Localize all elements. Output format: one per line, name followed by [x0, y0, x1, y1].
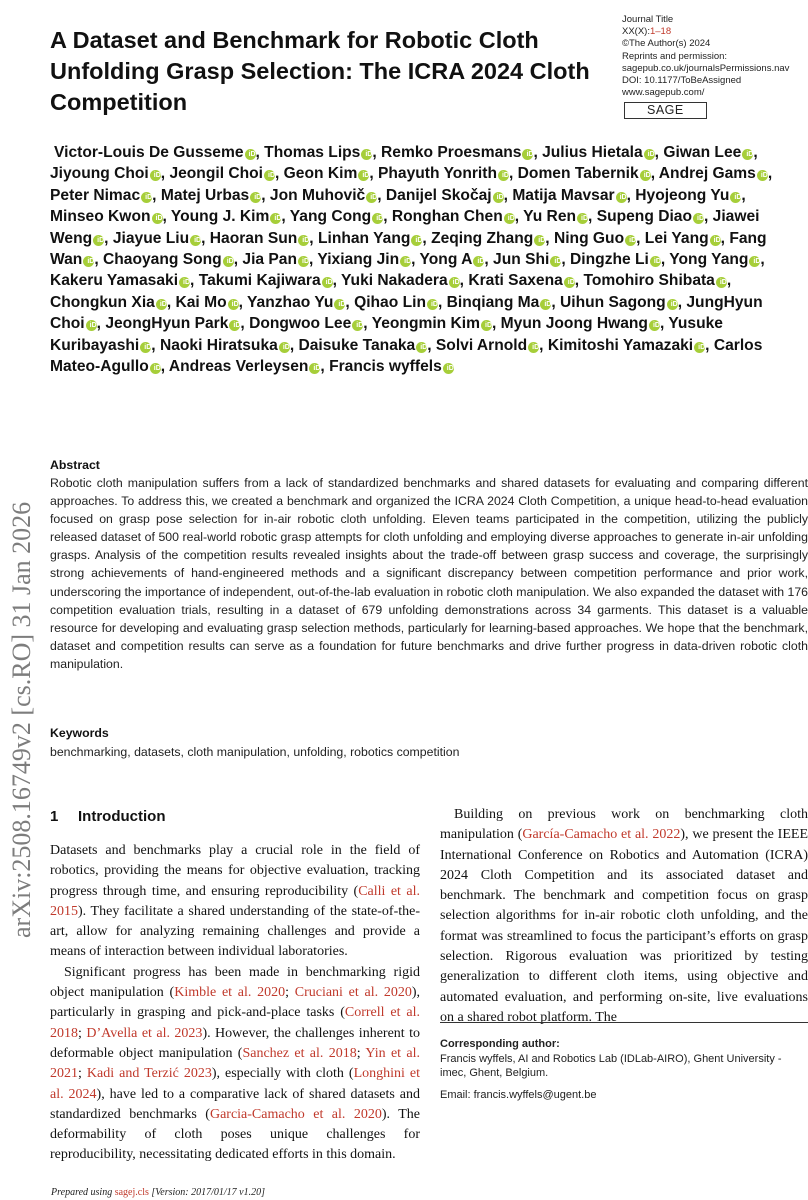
author-list: Victor-Louis De Gusseme iD, Thomas Lips iD, Remko Proesmans iD, Julius Hietala iD, Giwan Lee iD, Jiyoung Choi iD, Jeongil Choi iD, Geon Kim iD, Phayuth Yonrith iD, Domen Tabernik iD, Andrej Gams iD, Peter Nimac iD, Matej Urbas iD, Jon Muhovič iD, Danijel Skočaj iD, Matija Mavsar iD, Hyojeong Yu iD, Minseo Kwon iD, Young J. Kim iD, Yang Cong iD, Ronghan Chen iD, Yu Ren iD, Supeng Diao iD, Jiawei Weng iD, Jiayue Liu iD, Haoran Sun iD, Linhan Yang iD, Zeqing Zhang iD, Ning Guo iD, Lei Yang iD, Fang Wan iD, Chaoyang Song iD, Jia Pan iD, Yixiang Jin iD, Yong A iD, Jun Shi iD, Dingzhe Li iD, Yong Yang iD, Kakeru Yamasaki iD, Takumi Kajiwara iD, Yuki Nakadera iD, Krati Saxena iD, Tomohiro Shibata iD, Chongkun Xia iD, Kai Mo iD, Yanzhao Yu iD, Qihao Lin iD, Binqiang Ma iD, Uihun Sagong iD, JungHyun Choi iD, JeongHyun Park iD, Dongwoo Lee iD, Yeongmin Kim iD, Myun Joong Hwang iD, Yusuke Kuribayashi iD, Naoki Hiratsuka iD, Daisuke Tanaka iD, Solvi Arnold iD, Kimitoshi Yamazaki iD, Carlos Mateo-Agullo iD, Andreas Verleysen iD, Francis wyffels iD	[50, 144, 773, 376]
orcid-icon[interactable]: iD	[534, 235, 545, 246]
author-name: Takumi Kajiwara	[198, 272, 321, 290]
orcid-icon[interactable]: iD	[352, 320, 363, 331]
orcid-icon[interactable]: iD	[416, 342, 427, 353]
footer-prefix: Prepared using	[51, 1187, 115, 1198]
orcid-icon[interactable]: iD	[179, 277, 190, 288]
text-run: ), especially with cloth (	[211, 1066, 354, 1082]
orcid-icon[interactable]: iD	[427, 299, 438, 310]
author-name: Tomohiro Shibata	[583, 272, 715, 290]
orcid-icon[interactable]: iD	[749, 256, 760, 267]
author-name: Yu Ren	[523, 208, 577, 226]
class-file-link[interactable]: sagej.cls	[114, 1187, 149, 1198]
journal-pages-link[interactable]: 1–18	[649, 26, 672, 38]
orcid-icon[interactable]: iD	[152, 213, 163, 224]
author-name: Yeongmin Kim	[371, 315, 480, 333]
author-name: Jia Pan	[242, 251, 297, 269]
section-heading	[50, 808, 165, 825]
journal-info	[622, 14, 808, 119]
text-run: ), particularly in grasping and pick-and-place tasks (	[50, 985, 421, 1021]
orcid-icon[interactable]: iD	[141, 192, 152, 203]
author-name: Peter Nimac	[50, 186, 141, 204]
orcid-icon[interactable]: iD	[493, 192, 504, 203]
author-name: Linhan Yang	[317, 229, 411, 247]
text-run: ;	[78, 1025, 87, 1041]
author-name: Yong A	[419, 251, 473, 269]
orcid-icon[interactable]: iD	[550, 256, 561, 267]
author-name: Carlos Mateo-Agullo	[50, 336, 763, 376]
author-name: Qihao Lin	[354, 293, 426, 311]
orcid-icon[interactable]: iD	[298, 256, 309, 267]
citation-link[interactable]: Sanchez et al. 2018	[242, 1045, 357, 1061]
author-name: Domen Tabernik	[517, 165, 639, 183]
orcid-icon[interactable]: iD	[742, 149, 753, 160]
orcid-icon[interactable]: iD	[540, 299, 551, 310]
author-name: Young J. Kim	[170, 208, 270, 226]
journal-copyright: ©The Author(s) 2024	[622, 38, 711, 50]
author-name: Supeng Diao	[596, 208, 692, 226]
author-name: Jeongil Choi	[169, 165, 263, 183]
sage-logo-box: SAGE	[624, 102, 707, 119]
text-run: ;	[78, 1066, 87, 1082]
intro-paragraph-2	[50, 963, 420, 1166]
author-name: JungHyun Choi	[50, 293, 763, 333]
arxiv-stamp: arXiv:2508.16749v2 [cs.RO] 31 Jan 2026	[7, 501, 36, 938]
orcid-icon[interactable]: iD	[411, 235, 422, 246]
author-name: Krati Saxena	[468, 272, 563, 290]
author-name: Victor-Louis De Gusseme	[54, 144, 244, 161]
author-name: Yanzhao Yu	[247, 293, 334, 311]
author-name: Dingzhe Li	[570, 251, 649, 269]
author-name: Yusuke Kuribayashi	[50, 315, 723, 354]
orcid-icon[interactable]: iD	[716, 277, 727, 288]
orcid-icon[interactable]: iD	[650, 256, 661, 267]
citation-link[interactable]: Garcia-Camacho et al. 2020	[209, 1106, 382, 1122]
author-name: Minseo Kwon	[50, 208, 151, 226]
section-title: Introduction	[78, 808, 166, 825]
text-run: ). The deformability of cloth poses unique challenges for reproducibility, necessitating dedicated efforts in this domain.	[50, 1106, 420, 1163]
text-run: ). They facilitate a shared understanding of the state-of-the-art, allow for analyzing remaining challenges and provide a means of interaction between individual laboratories.	[50, 903, 420, 960]
citation-link[interactable]: García-Camacho et al. 2022	[522, 827, 681, 843]
orcid-icon[interactable]: iD	[693, 213, 704, 224]
journal-doi: DOI: 10.1177/ToBeAssigned	[622, 75, 742, 87]
orcid-icon[interactable]: iD	[522, 149, 533, 160]
orcid-icon[interactable]: iD	[694, 342, 705, 353]
orcid-icon[interactable]: iD	[667, 299, 678, 310]
orcid-icon[interactable]: iD	[83, 256, 94, 267]
author-name: Yang Cong	[289, 208, 372, 226]
author-name: Yong Yang	[669, 251, 749, 269]
citation-link[interactable]: Cruciani et al. 2020	[294, 985, 412, 1001]
orcid-icon[interactable]: iD	[361, 149, 372, 160]
journal-name: Journal Title	[622, 14, 674, 25]
orcid-icon[interactable]: iD	[481, 320, 492, 331]
orcid-icon[interactable]: iD	[86, 320, 97, 331]
orcid-icon[interactable]: iD	[156, 299, 167, 310]
author-name: Matija Mavsar	[512, 186, 615, 204]
author-name: Andreas Verleysen	[168, 358, 309, 376]
citation-link[interactable]: Kadi and Terzić 2023	[86, 1066, 212, 1082]
intro-left-column	[50, 841, 420, 1166]
orcid-icon[interactable]: iD	[150, 170, 161, 181]
journal-website: www.sagepub.com/	[622, 87, 705, 99]
orcid-icon[interactable]: iD	[366, 192, 377, 203]
orcid-icon[interactable]: iD	[504, 213, 515, 224]
author-name: Jon Muhovič	[269, 186, 366, 204]
intro-paragraph-3	[440, 805, 808, 1028]
author-name: Dongwoo Lee	[249, 315, 352, 333]
text-run: ;	[356, 1045, 366, 1061]
orcid-icon[interactable]: iD	[223, 256, 234, 267]
text-run: Significant progress has been made in benchmarking rigid object manipulation (	[50, 964, 420, 1001]
text-run: ;	[285, 985, 295, 1001]
author-name: Jun Shi	[493, 251, 550, 269]
orcid-icon[interactable]: iD	[528, 342, 539, 353]
orcid-icon[interactable]: iD	[270, 213, 281, 224]
keywords-heading: Keywords	[50, 726, 109, 740]
author-name: Phayuth Yonrith	[378, 165, 497, 183]
orcid-icon[interactable]: iD	[564, 277, 575, 288]
orcid-icon[interactable]: iD	[625, 235, 636, 246]
author-name: Fang Wan	[50, 229, 767, 269]
orcid-icon[interactable]: iD	[757, 170, 768, 181]
text-run: ), have led to a comparative lack of shared datasets and standardized benchmarks (	[50, 1086, 420, 1122]
orcid-icon[interactable]: iD	[245, 149, 256, 160]
author-name: Binqiang Ma	[446, 293, 540, 311]
author-name: Ning Guo	[553, 229, 625, 247]
author-name: Francis wyffels	[329, 358, 442, 376]
author-name: Hyojeong Yu	[635, 186, 730, 204]
orcid-icon[interactable]: iD	[372, 213, 383, 224]
author-name: Daisuke Tanaka	[298, 336, 416, 354]
orcid-icon[interactable]: iD	[228, 299, 239, 310]
journal-volume-prefix: XX(X):	[622, 26, 650, 38]
orcid-icon[interactable]: iD	[93, 235, 104, 246]
author-name: Julius Hietala	[542, 144, 643, 161]
journal-permissions-url: sagepub.co.uk/journalsPermissions.nav	[622, 62, 790, 74]
author-name: Naoki Hiratsuka	[159, 336, 278, 354]
orcid-icon[interactable]: iD	[358, 170, 369, 181]
author-name: Yixiang Jin	[317, 251, 400, 269]
text-run: Datasets and benchmarks play a crucial role in the field of robotics, providing the means for objective evaluation, tracking progress through time, and ensuring reproducibility (	[50, 843, 420, 899]
author-name: Uihun Sagong	[560, 293, 666, 311]
author-name: Yuki Nakadera	[341, 272, 448, 290]
author-name: Kai Mo	[175, 293, 227, 311]
orcid-icon[interactable]: iD	[264, 170, 275, 181]
corresponding-author-heading: Corresponding author:	[440, 1038, 560, 1050]
author-name: Jiayue Liu	[112, 229, 190, 247]
orcid-icon[interactable]: iD	[279, 342, 290, 353]
citation-link[interactable]: Calli et al. 2015	[50, 883, 420, 919]
author-name: Matej Urbas	[160, 186, 250, 204]
author-name: Chongkun Xia	[50, 293, 155, 311]
journal-volume	[622, 26, 808, 38]
author-name: Kakeru Yamasaki	[50, 272, 179, 290]
author-name: Haoran Sun	[209, 229, 298, 247]
page-footer	[51, 1187, 265, 1198]
orcid-icon[interactable]: iD	[640, 170, 651, 181]
citation-link[interactable]: Kimble et al. 2020	[174, 985, 286, 1001]
author-name: Zeqing Zhang	[431, 229, 534, 247]
text-run: Building on previous work on benchmarking cloth manipulation (	[440, 807, 808, 843]
author-name: Lei Yang	[644, 229, 709, 247]
author-name: Thomas Lips	[264, 144, 361, 161]
author-name: Kimitoshi Yamazaki	[547, 336, 694, 354]
orcid-icon[interactable]: iD	[150, 363, 161, 374]
citation-link[interactable]: Correll et al. 2018	[50, 1005, 420, 1041]
citation-link[interactable]: D’Avella et al. 2023	[86, 1025, 203, 1041]
keywords-text: benchmarking, datasets, cloth manipulation, unfolding, robotics competition	[50, 745, 460, 759]
orcid-icon[interactable]: iD	[322, 277, 333, 288]
author-name: JeongHyun Park	[105, 315, 229, 333]
author-name: Ronghan Chen	[391, 208, 503, 226]
orcid-icon[interactable]: iD	[443, 363, 454, 374]
corresponding-author-email: Email: francis.wyffels@ugent.be	[440, 1088, 597, 1101]
orcid-icon[interactable]: iD	[229, 320, 240, 331]
orcid-icon[interactable]: iD	[140, 342, 151, 353]
paper-title: A Dataset and Benchmark for Robotic Cloth Unfolding Grasp Selection: The ICRA 2024 Cloth Competition	[50, 27, 590, 115]
author-name: Jiawei Weng	[50, 208, 760, 247]
author-name: Solvi Arnold	[435, 336, 528, 354]
author-name: Danijel Skočaj	[385, 186, 492, 204]
section-number: 1	[50, 808, 59, 825]
orcid-icon[interactable]: iD	[649, 320, 660, 331]
footer-version: [Version: 2017/01/17 v1.20]	[148, 1187, 265, 1198]
orcid-icon[interactable]: iD	[498, 170, 509, 181]
corresponding-author-block	[440, 1037, 808, 1102]
text-run: ), we present the IEEE International Conference on Robotics and Automation (ICRA) 2024 Cloth Competition and its associated dataset and benchmark. The benchmark and competition focus on grasp selection algorithms for in-air robotic cloth unfolding, and the format was streamlined to focus the participant’s efforts on grasp selection. Rigorous evaluation was prioritized by testing generalization to different cloth items, using objective and automated evaluation, and performing on-site, live evaluations on a shared robot platform. The	[440, 827, 808, 1025]
author-name: Giwan Lee	[663, 144, 742, 161]
orcid-icon[interactable]: iD	[400, 256, 411, 267]
orcid-icon[interactable]: iD	[334, 299, 345, 310]
orcid-icon[interactable]: iD	[298, 235, 309, 246]
journal-reprints: Reprints and permission:	[622, 50, 728, 62]
text-run: ). However, the challenges inherent to deformable object manipulation (	[50, 1025, 421, 1061]
author-name: Chaoyang Song	[103, 251, 222, 269]
intro-paragraph-1	[50, 841, 420, 963]
citation-link[interactable]: Longhini et al. 2024	[50, 1066, 421, 1102]
author-name: Remko Proesmans	[381, 144, 522, 161]
orcid-icon[interactable]: iD	[577, 213, 588, 224]
orcid-icon[interactable]: iD	[309, 363, 320, 374]
author-name: Geon Kim	[283, 165, 358, 183]
orcid-icon[interactable]: iD	[730, 192, 741, 203]
footnote-divider	[440, 1022, 808, 1023]
author-name: Myun Joong Hwang	[500, 315, 648, 333]
author-name: Jiyoung Choi	[50, 165, 149, 183]
orcid-icon[interactable]: iD	[644, 149, 655, 160]
orcid-icon[interactable]: iD	[710, 235, 721, 246]
orcid-icon[interactable]: iD	[473, 256, 484, 267]
intro-right-column	[440, 805, 808, 1028]
author-name: Andrej Gams	[658, 165, 756, 183]
abstract-text: Robotic cloth manipulation suffers from a lack of standardized benchmarks and shared datasets for evaluating and comparing different approaches. To address this, we created a benchmark and organized the ICRA 2024 Cloth Competition, a unique head-to-head evaluation focused on grasp pose selection for in-air robotic cloth unfolding. Eleven teams participated in the competition, utilizing the publicly released dataset of 500 real-world robotic grasp attempts for cloth unfolding and employing diverse approaches to generate in-air unfolding grasps. Analysis of the competition results revealed insights about the trade-off between grasp success and coverage, the surprisingly strong achievements of hand-engineered methods and a significant discrepancy between competition performance and prior work, underscoring the importance of independent, out-of-the-lab evaluation in robotic cloth manipulation. We also expanded the dataset with 176 competition evaluation trials, resulting in a dataset of 679 unfolding demonstrations across 34 garments. This dataset is a valuable resource for developing and evaluating grasp selection methods, particularly for learning-based approaches. We hope that the benchmark, dataset and competition results can serve as a foundation for future benchmarks and drive further progress in data-driven robotic cloth manipulation.	[50, 476, 808, 671]
orcid-icon[interactable]: iD	[616, 192, 627, 203]
orcid-icon[interactable]: iD	[449, 277, 460, 288]
abstract-heading: Abstract	[50, 458, 100, 472]
corresponding-author-affiliation: Francis wyffels, AI and Robotics Lab (IDLab-AIRO), Ghent University - imec, Ghent, Belgium.	[440, 1052, 782, 1079]
orcid-icon[interactable]: iD	[250, 192, 261, 203]
citation-link[interactable]: Yin et al. 2021	[50, 1045, 420, 1082]
orcid-icon[interactable]: iD	[190, 235, 201, 246]
